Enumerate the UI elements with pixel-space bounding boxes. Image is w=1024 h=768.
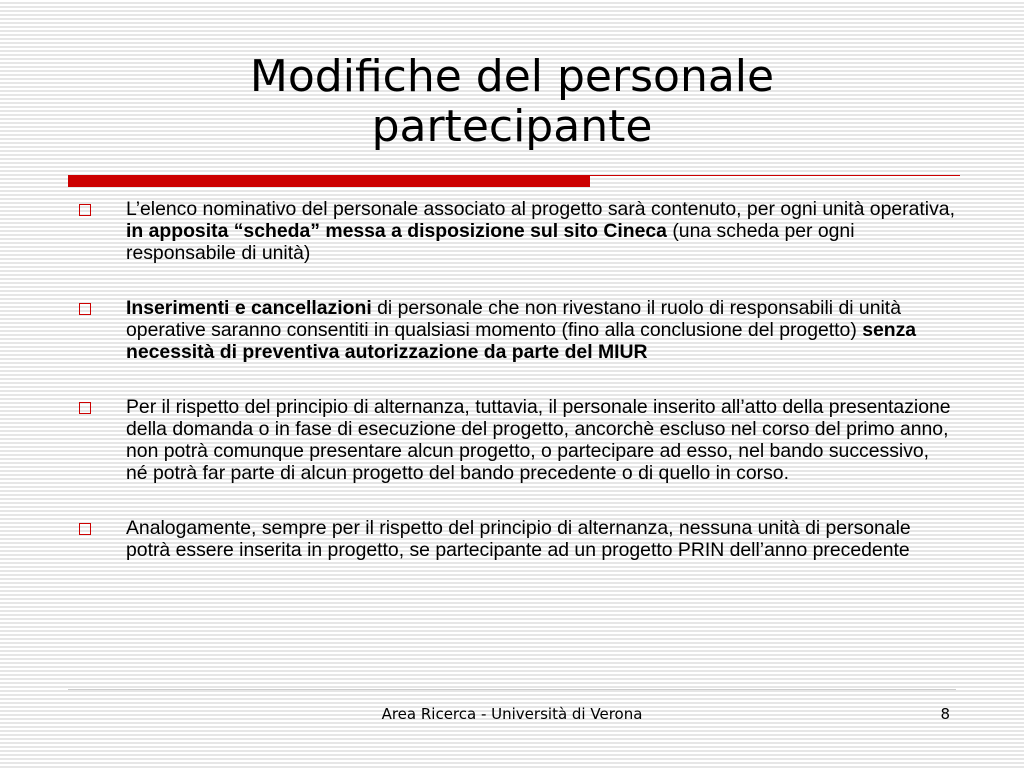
slide-title-line-1: Modifiche del personale bbox=[249, 51, 775, 102]
square-bullet-icon bbox=[79, 523, 91, 535]
title-divider-thick bbox=[68, 175, 590, 187]
footer-text: Area Ricerca - Università di Verona bbox=[381, 705, 643, 723]
bullet-1-bold: in apposita “scheda” messa a disposizione sul sito Cineca bbox=[126, 220, 667, 242]
page-number: 8 bbox=[940, 705, 950, 723]
bullet-1-text-b: (una scheda per ogni responsabile di unità) bbox=[126, 220, 855, 264]
bullet-3-text: Per il rispetto del principio di alternanza, tuttavia, il personale inserito all’atto della presentazione della domanda o in fase di esecuzione del progetto, ancorchè escluso nel corso del primo anno, non potrà comunque presentare alcun progetto, o partecipare ad esso, nel bando successivo, né potrà far parte di alcun progetto del bando precedente o di quello in corso. bbox=[126, 396, 951, 484]
bullet-1-text-a: L’elenco nominativo del personale associato al progetto sarà contenuto, per ogni unità operativa, bbox=[126, 198, 955, 220]
square-bullet-icon bbox=[79, 303, 91, 315]
square-bullet-icon bbox=[79, 204, 91, 216]
bullet-2-text: di personale che non rivestano il ruolo di responsabili di unità operative saranno consentiti in qualsiasi momento (fino alla conclusione del progetto) bbox=[126, 297, 901, 341]
bullet-2-bold-b: senza necessità di preventiva autorizzazione da parte del MIUR bbox=[126, 319, 917, 363]
slide-title-line-2: partecipante bbox=[371, 101, 653, 152]
bullet-item-3 bbox=[76, 396, 956, 484]
bullet-2-bold-a: Inserimenti e cancellazioni bbox=[126, 297, 372, 319]
title-divider-thin bbox=[590, 175, 960, 176]
bullet-list bbox=[76, 198, 956, 594]
bullet-4-text: Analogamente, sempre per il rispetto del principio di alternanza, nessuna unità di personale potrà essere inserita in progetto, se partecipante ad un progetto PRIN dell’anno precedente bbox=[126, 517, 911, 561]
bullet-item-1 bbox=[76, 198, 956, 264]
slide-title bbox=[0, 52, 1024, 152]
footer-divider bbox=[68, 689, 956, 690]
square-bullet-icon bbox=[79, 402, 91, 414]
bullet-item-4 bbox=[76, 517, 956, 561]
bullet-item-2 bbox=[76, 297, 956, 363]
